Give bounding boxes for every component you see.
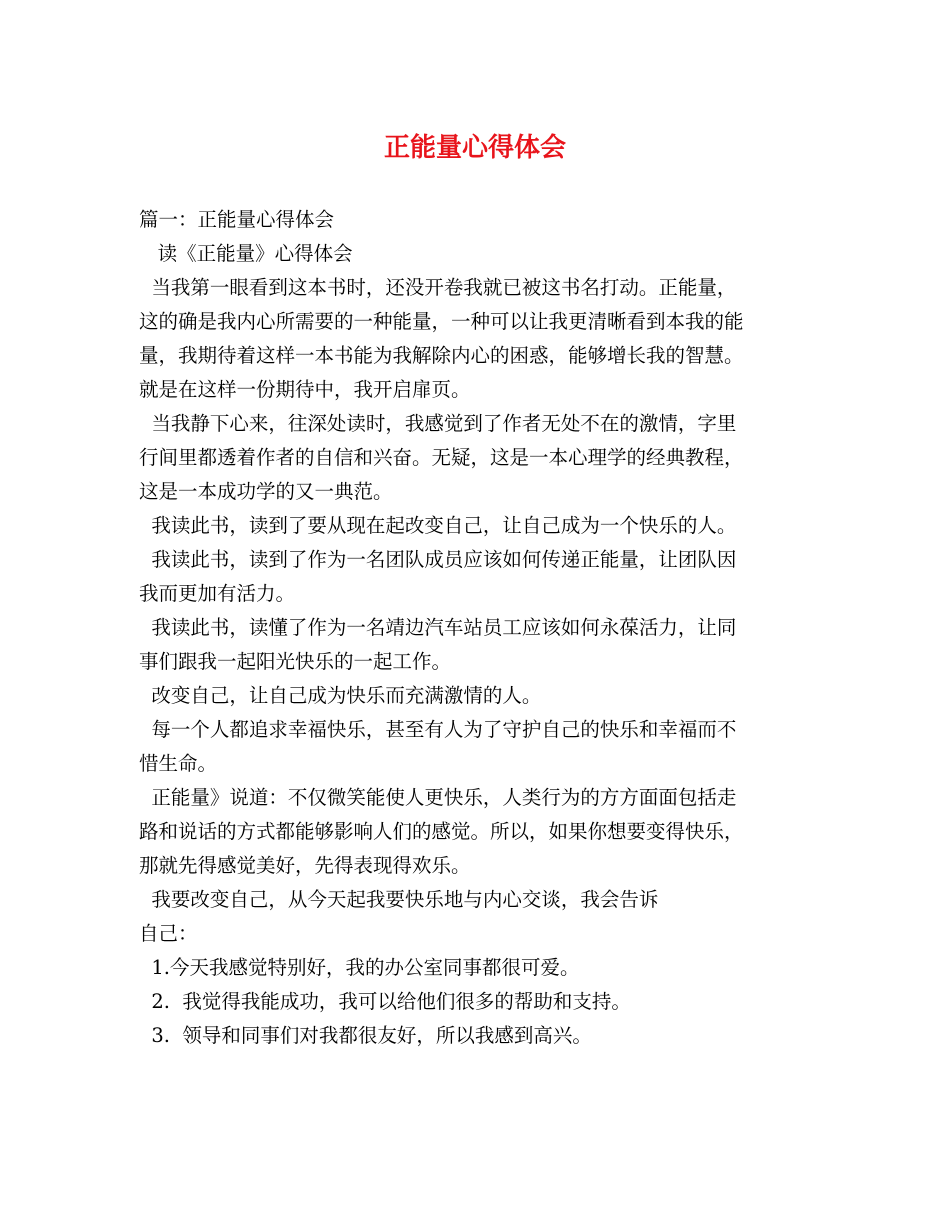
text-line: 这的确是我内心所需要的一种能量，一种可以让我更清晰看到本我的能 [139,310,744,333]
text-line: 当我第一眼看到这本书时，还没开卷我就已被这书名打动。正能量， [139,276,737,299]
text-line: 每一个人都追求幸福快乐，甚至有人为了守护自己的快乐和幸福而不 [139,718,737,741]
text-line: 读《正能量》心得体会 [139,242,353,265]
text-line: 行间里都透着作者的自信和兴奋。无疑，这是一本心理学的经典教程， [139,446,744,469]
text-line: 就是在这样一份期待中，我开启扉页。 [139,378,471,401]
text-line: 这是一本成功学的又一典范。 [139,480,393,503]
list-item: 2. 我觉得我能成功，我可以给他们很多的帮助和支持。 [139,990,631,1013]
text-line: 那就先得感觉美好，先得表现得欢乐。 [139,854,471,877]
document-body [139,203,815,1053]
text-line: 事们跟我一起阳光快乐的一起工作。 [139,650,452,673]
list-item: 3. 领导和同事们对我都很友好，所以我感到高兴。 [139,1024,592,1047]
text-line: 改变自己，让自己成为快乐而充满激情的人。 [139,684,542,707]
text-line: 当我静下心来，往深处读时，我感觉到了作者无处不在的激情，字里 [139,412,737,435]
text-line: 惜生命。 [139,752,218,775]
text-line: 篇一：正能量心得体会 [139,208,335,231]
text-line: 我而更加有活力。 [139,582,296,605]
text-line: 我读此书，读到了作为一名团队成员应该如何传递正能量，让团队因 [139,548,737,571]
text-line: 我读此书，读懂了作为一名靖边汽车站员工应该如何永葆活力，让同 [139,616,737,639]
text-line: 自己： [139,922,198,945]
list-item: 1.今天我感觉特别好，我的办公室同事都很可爱。 [139,956,580,979]
text-line: 我读此书，读到了要从现在起改变自己，让自己成为一个快乐的人。 [139,514,737,537]
text-line: 量，我期待着这样一本书能为我解除内心的困惑，能够增长我的智慧。 [139,344,744,367]
text-line: 我要改变自己，从今天起我要快乐地与内心交谈，我会告诉 [139,888,659,911]
text-line: 正能量》说道：不仅微笑能使人更快乐，人类行为的方方面面包括走 [139,786,737,809]
document-title: 正能量心得体会 [383,133,566,163]
text-line: 路和说话的方式都能够影响人们的感觉。所以，如果你想要变得快乐， [139,820,744,843]
